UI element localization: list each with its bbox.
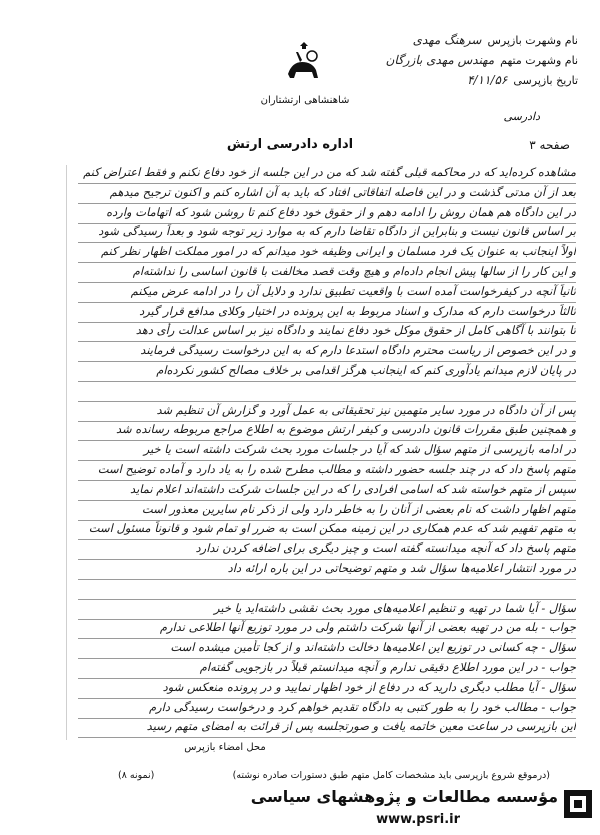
- institute-logo-icon: [564, 790, 592, 818]
- handwritten-line: پس از آن دادگاه در مورد سایر متهمین نیز تحقیقاتی به عمل آورد و گزارش آن تنظیم شد: [156, 402, 576, 417]
- handwritten-line: بعد از آن مدتی گذشت و در این فاصله اتفاقاتی افتاد که باید به آن اشاره کنم و اکنون ترجیح میدهم: [109, 184, 576, 199]
- handwritten-line: در پایان لازم میدانم یادآوری کنم که اینجانب هرگز اقدامی بر خلاف مصالح کشور نکرده‌ام: [156, 363, 576, 377]
- date-row: [348, 70, 578, 90]
- handwritten-line: جواب - در این مورد اطلاع دقیقی ندارم و آنچه میدانستم قبلاً در بازجویی گفته‌ام: [199, 660, 576, 674]
- handwritten-line: اولاً اینجانب به عنوان یک فرد مسلمان و ایرانی وظیفه خود میدانم که در امور مملکت اظهار نظر کنم: [101, 244, 576, 259]
- interrogator-row: [348, 30, 578, 50]
- watermark-url[interactable]: www.psri.ir: [376, 812, 460, 827]
- handwritten-line: مشاهده کرده‌اید که در محاکمه قبلی گفته شد که من در این جلسه از خود دفاع نکنم و فقط اعتراض کنم: [83, 165, 576, 179]
- accused-value: مهندس مهدی بازرگان: [385, 53, 495, 67]
- office-title: اداره دادرسی ارتش: [226, 137, 354, 152]
- handwritten-line: ثانیاً آنچه در کیفرخواست آمده است با واقعیت تطبیق ندارد و دلایل آن را در ادامه عرض میکنم: [130, 283, 576, 298]
- organization-name: شاهنشاهی ارتشتاران: [260, 95, 350, 106]
- watermark-text: مؤسسه مطالعات و پژوهشهای سیاسی: [250, 787, 558, 806]
- handwritten-line: [78, 383, 576, 403]
- handwritten-line: سؤال - آیا شما در تهیه و تنظیم اعلامیه‌های مورد بحث نقشی داشته‌اید یا خیر: [214, 600, 576, 615]
- lion-and-sun-emblem: [282, 40, 326, 84]
- handwritten-line: و در این خصوص از ریاست محترم دادگاه استدعا دارم که به این درخواست رسیدگی فرمایند: [140, 343, 576, 358]
- handwritten-line: به متهم تفهیم شد که عدم همکاری در این زمینه ممکن است به ضرر او تمام شود و قانوناً مسئول است: [88, 521, 576, 536]
- handwritten-line: متهم پاسخ داد که آنچه میدانسته گفته است و چیز دیگری برای اضافه کردن ندارد: [195, 541, 576, 556]
- handwritten-line: سؤال - چه کسانی در توزیع این اعلامیه‌ها دخالت داشته‌اند و از کجا تأمین میشده است: [170, 640, 576, 655]
- handwritten-line: جواب - بله من در تهیه بعضی از آنها شرکت داشتم ولی در مورد توزیع آنها اطلاعی ندارم: [159, 620, 576, 635]
- handwritten-line: و همچنین طبق مقررات قانون دادرسی و کیفر ارتش موضوع به اطلاع مراجع مربوطه رسانده شد: [115, 422, 576, 437]
- signature-label: محل امضاء بازپرس: [184, 742, 266, 753]
- handwritten-line: جواب - مطالب خود را به طور کتبی به دادگاه تقدیم خواهم کرد و درخواست رسیدگی دارم: [148, 699, 576, 714]
- handwritten-line: متهم اظهار داشت که نام بعضی از آنان را به خاطر دارد ولی از ذکر نام سایرین معذور است: [141, 501, 576, 516]
- department-note: دادرسی: [503, 110, 540, 123]
- header-fields: [348, 30, 578, 90]
- handwritten-line: در ادامه بازپرسی از متهم سؤال شد که آیا در جلسات مورد بحث شرکت داشته است یا خیر: [143, 442, 576, 457]
- handwritten-line: در مورد انتشار اعلامیه‌ها سؤال شد و متهم توضیحاتی در این باره ارائه داد: [227, 561, 576, 575]
- page-number: صفحه ۳: [529, 138, 570, 152]
- handwritten-line: بر اساس قانون نیست و بنابراین از دادگاه تقاضا دارم که به موارد زیر توجه شود و بعداً رسیدگی شود: [98, 224, 576, 239]
- handwritten-line: سپس از متهم خواسته شد که اسامی افرادی را که در این جلسات شرکت داشته‌اند اعلام نماید: [130, 481, 576, 496]
- interrogator-label: نام وشهرت بازپرس: [487, 33, 578, 47]
- handwritten-line: ثالثاً درخواست دارم که مدارک و اسناد مربوط به این پرونده در اختیار وکلای مدافع قرار گیرد: [139, 303, 576, 318]
- handwritten-body: [78, 165, 576, 740]
- date-label: تاریخ بازپرسی: [513, 73, 578, 87]
- handwritten-line: تا بتوانند با آگاهی کامل از حقوق موکل خود دفاع نمایند و دادگاه نیز بر اساس عدالت رأی دهد: [135, 323, 576, 338]
- handwritten-line: در این دادگاه هم همان روش را ادامه دهم و از حقوق خود دفاع کنم تا روشن شود که اتهامات وارده: [106, 204, 576, 219]
- handwritten-line: و این کار را از سالها پیش انجام داده‌ام و هیچ وقت قصد مخالفت با قانون اساسی را نداشته‌ام: [132, 264, 576, 278]
- interrogator-value: سرهنگ مهدی: [412, 33, 482, 47]
- handwritten-line: [78, 581, 576, 601]
- date-value: ۴/۱۱/۵۶: [467, 73, 508, 87]
- handwritten-line: سؤال - آیا مطلب دیگری دارید که در دفاع از خود اظهار نمایید و در پرونده منعکس شود: [162, 679, 576, 694]
- handwritten-line: این بازپرسی در ساعت معین خاتمه یافت و صورتجلسه پس از قرائت به امضای متهم رسید: [146, 719, 576, 734]
- handwritten-line: متهم پاسخ داد که در چند جلسه حضور داشته و مطالب مطرح شده را به یاد دارد و آماده توضیح است: [97, 462, 576, 476]
- form-number: (نمونه ۸): [118, 770, 155, 781]
- accused-label: نام وشهرت متهم: [500, 53, 578, 67]
- accused-row: [348, 50, 578, 70]
- footer-note: (درموقع شروع بازپرسی باید مشخصات کامل متهم طبق دستورات صادره نوشته): [232, 770, 550, 781]
- margin-rule: [66, 165, 67, 740]
